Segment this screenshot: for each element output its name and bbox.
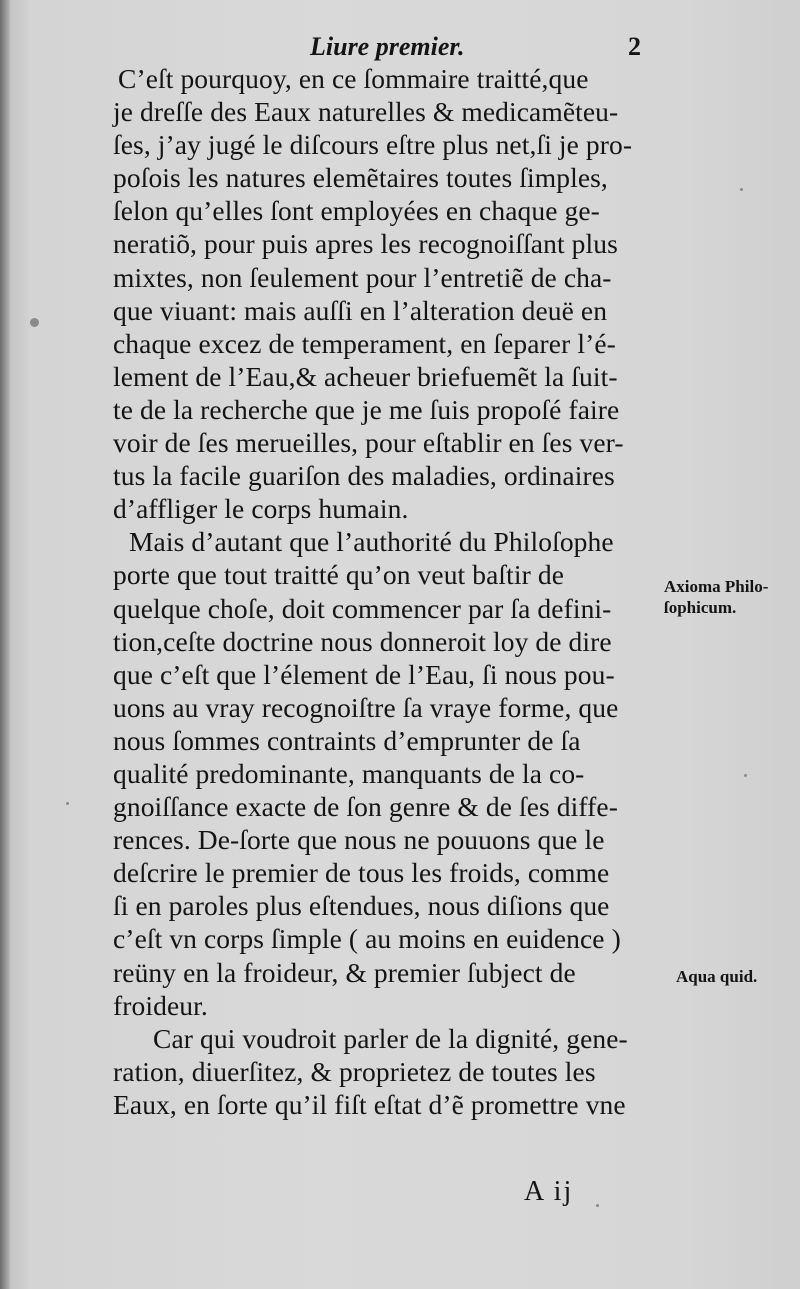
text-line: c’eſt vn corps ſimple ( au moins en euidence ): [113, 923, 621, 955]
body-text: [113, 62, 673, 1121]
text-line: lement de l’Eau,& acheuer briefuemẽt la ſuit-: [113, 360, 618, 392]
text-line: porte que tout traitté qu’on veut baſtir de: [113, 559, 565, 591]
running-title: Liure premier.: [310, 32, 465, 61]
text-line: froideur.: [113, 989, 208, 1021]
text-line: voir de ſes merueilles, pour eſtablir en ſes ver-: [113, 427, 624, 459]
text-line: je dreſſe des Eaux naturelles & medicamẽteu-: [113, 96, 619, 128]
text-line: deſcrire le premier de tous les froids, comme: [113, 857, 610, 889]
text-line: nous ſommes contraints d’emprunter de ſa: [113, 724, 581, 756]
text-line: Mais d’autant que l’authorité du Philoſophe: [129, 526, 614, 558]
text-line: C’eſt pourquoy, en ce ſommaire traitté,que: [118, 63, 589, 94]
text-line: que viuant: mais auſſi en l’alteration deuë en: [113, 294, 608, 326]
text-line: reüny en la froideur, & premier ſubject de: [113, 956, 576, 988]
text-line: tion,ceſte doctrine nous donneroit loy de dire: [113, 625, 612, 657]
ink-speck: [596, 1204, 599, 1207]
margin-note-aqua: Aqua quid.: [676, 967, 758, 986]
text-line: mixtes, non ſeulement pour l’entretiẽ de cha-: [113, 261, 612, 293]
text-line: qualité predominante, manquants de la co-: [113, 757, 585, 789]
text-line: d’affliger le corps humain.: [113, 493, 409, 525]
page-header: [0, 30, 800, 66]
text-line: ration, diuerſitez, & proprietez de toutes les: [113, 1055, 596, 1087]
ink-speck: [740, 188, 743, 191]
text-line: que c’eſt que l’élement de l’Eau, ſi nous pou-: [113, 658, 615, 690]
text-line: Eaux, en ſorte qu’il fiſt eſtat d’ẽ promettre vne: [113, 1088, 626, 1120]
page-number: 2: [628, 32, 641, 61]
ink-speck: [30, 318, 39, 327]
text-line: chaque excez de temperament, en ſeparer l’é-: [113, 327, 616, 359]
text-line: te de la recherche que je me ſuis propoſé faire: [113, 393, 620, 425]
text-line: ſes, j’ay jugé le diſcours eſtre plus net,ſi je pro-: [113, 129, 633, 161]
text-line: ſelon qu’elles ſont employées en chaque ge-: [113, 195, 600, 227]
text-line: Car qui voudroit parler de la dignité, gene-: [153, 1022, 628, 1054]
page-gutter-edge: [0, 0, 10, 1289]
text-line: gnoiſſance exacte de ſon genre & de ſes diffe-: [113, 791, 618, 823]
margin-note-line: ſophicum.: [664, 598, 737, 617]
signature-mark: A ij: [524, 1176, 574, 1207]
margin-note-axioma: [664, 576, 768, 618]
text-line: poſois les natures elemẽtaires toutes ſimples,: [113, 162, 608, 194]
ink-speck: [744, 774, 747, 777]
text-line: tus la facile guariſon des maladies, ordinaires: [113, 460, 615, 492]
text-line: quelque choſe, doit commencer par ſa defini-: [113, 592, 612, 624]
text-line: ſi en paroles plus eſtendues, nous diſions que: [113, 890, 610, 922]
text-line: uons au vray recognoiſtre ſa vraye forme, que: [113, 691, 619, 723]
text-line: rences. De-ſorte que nous ne pouuons que le: [113, 824, 605, 856]
ink-speck: [66, 802, 69, 805]
margin-note-line: Axioma Philo-: [664, 577, 769, 596]
text-line: neratiõ, pour puis apres les recognoiſſant plus: [113, 228, 618, 260]
